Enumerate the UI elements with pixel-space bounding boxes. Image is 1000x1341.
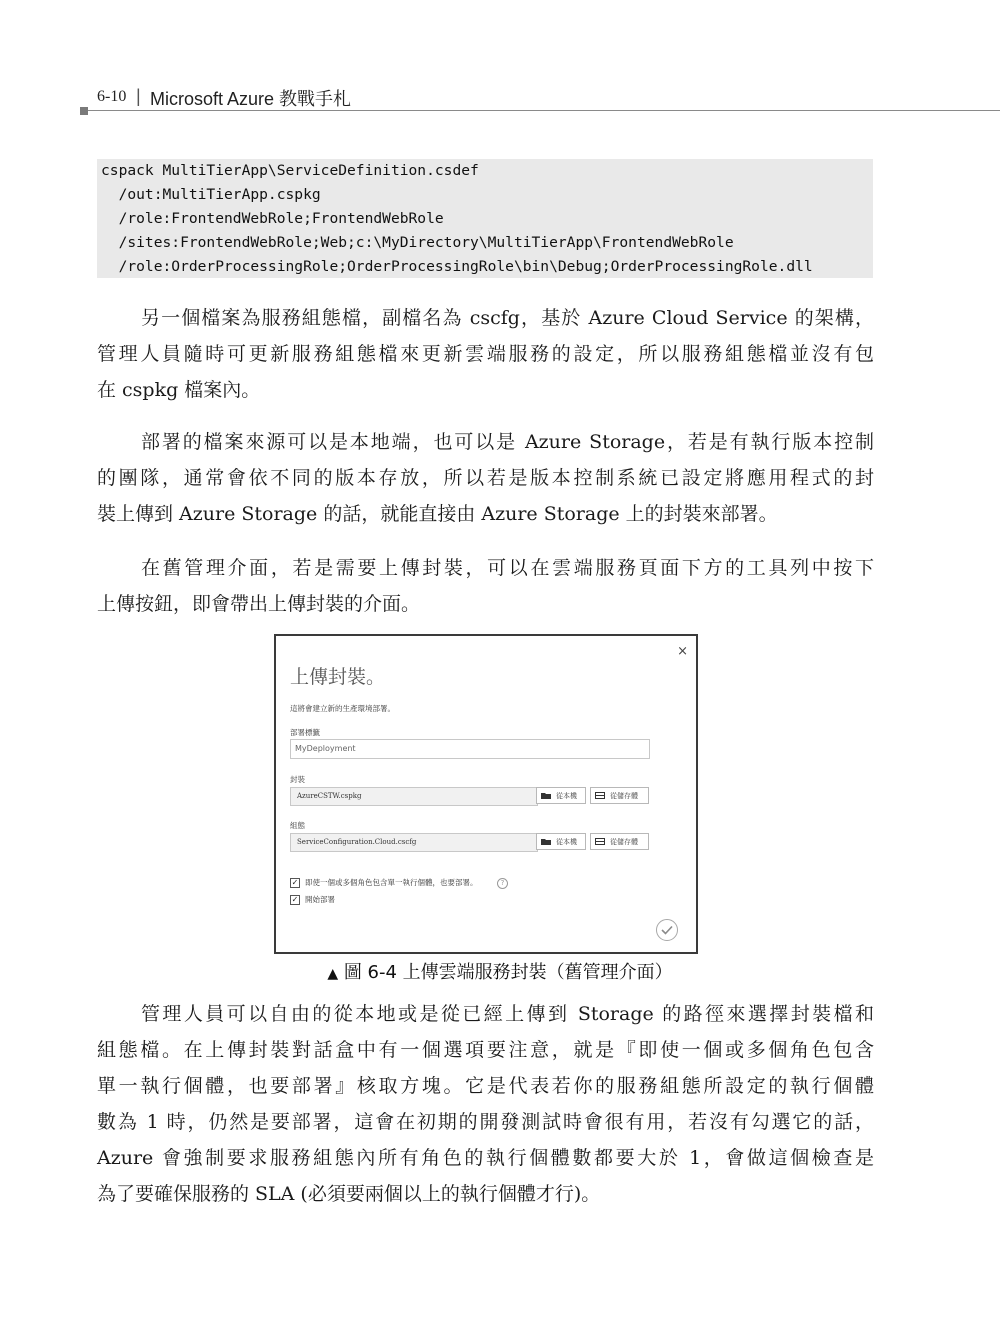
- package-from-storage-button[interactable]: [590, 787, 649, 804]
- book-title: Microsoft Azure 教戰手札: [150, 89, 352, 109]
- paragraph-line: 組態檔。在上傳封裝對話盒中有一個選項要注意，就是『即使一個或多個角色包含: [97, 1039, 874, 1061]
- page-number: 6-10: [97, 88, 127, 105]
- paragraph-line: 管理人員可以自由的從本地或是從已經上傳到 Storage 的路徑來選擇封裝檔和: [141, 1003, 874, 1025]
- code-line: /out:MultiTierApp.cspkg: [101, 186, 321, 203]
- code-block: [97, 159, 873, 278]
- paragraph-line: 在 cspkg 檔案內。: [97, 379, 261, 401]
- paragraph-line: Azure 會強制要求服務組態內所有角色的執行個體數都要大於 1，會做這個檢查是: [97, 1147, 874, 1169]
- code-line: /role:OrderProcessingRole;OrderProcessingRole\bin\Debug;OrderProcessingRole.dll: [101, 258, 813, 275]
- deploy-single-instance-checkbox[interactable]: ✓: [291, 878, 299, 887]
- caption-text: 圖 6-4 上傳雲端服務封裝（舊管理介面）: [343, 962, 673, 983]
- storage-icon: [595, 792, 605, 799]
- deploy-single-instance-label: 即使一個或多個角色包含單一執行個體，也要部署。: [305, 878, 478, 887]
- button-label: 從儲存體: [610, 792, 638, 800]
- start-deployment-checkbox[interactable]: ✓: [291, 895, 299, 904]
- paragraph-line: 為了要確保服務的 SLA (必須要兩個以上的執行個體才行)。: [97, 1183, 601, 1205]
- confirm-button[interactable]: [656, 919, 678, 941]
- folder-icon: [541, 792, 551, 799]
- close-icon[interactable]: ×: [677, 644, 688, 659]
- deployment-label: 部署標籤: [290, 728, 320, 737]
- paragraph-line: 單一執行個體，也要部署』核取方塊。它是代表若你的服務組態所設定的執行個體: [97, 1075, 874, 1097]
- dialog-title: 上傳封裝。: [290, 666, 386, 688]
- paragraph-line: 數為 1 時，仍然是要部署，這會在初期的開發測試時會很有用，若沒有勾選它的話，: [97, 1111, 874, 1133]
- package-file-field[interactable]: AzureCSTW.cspkg: [290, 787, 538, 806]
- running-header: [0, 0, 1000, 120]
- package-from-local-button[interactable]: [536, 787, 586, 804]
- paragraph-line: 在舊管理介面，若是需要上傳封裝，可以在雲端服務頁面下方的工具列中按下: [141, 557, 874, 579]
- package-label: 封裝: [290, 775, 305, 784]
- paragraph-4: [97, 996, 874, 1212]
- folder-icon: [541, 838, 551, 845]
- help-icon[interactable]: ?: [497, 878, 508, 889]
- button-label: 從儲存體: [610, 838, 638, 846]
- code-line: /role:FrontendWebRole;FrontendWebRole: [101, 210, 444, 227]
- paragraph-1: [97, 300, 874, 408]
- paragraph-line: 部署的檔案來源可以是本地端，也可以是 Azure Storage，若是有執行版本控制: [141, 431, 874, 453]
- paragraph-line: 裝上傳到 Azure Storage 的話，就能直接由 Azure Storage 上的封裝來部署。: [97, 503, 778, 525]
- config-from-storage-button[interactable]: [590, 833, 649, 850]
- upload-package-dialog-figure: [274, 634, 698, 954]
- config-label: 組態: [290, 821, 305, 830]
- config-file-field[interactable]: ServiceConfiguration.Cloud.cscfg: [290, 833, 538, 852]
- caption-marker: ▲: [327, 966, 339, 982]
- start-deployment-label: 開始部署: [305, 895, 335, 904]
- config-from-local-button[interactable]: [536, 833, 586, 850]
- paragraph-3: [97, 550, 874, 622]
- paragraph-line: 上傳按鈕，即會帶出上傳封裝的介面。: [97, 593, 421, 615]
- paragraph-line: 管理人員隨時可更新服務組態檔來更新雲端服務的設定，所以服務組態檔並沒有包: [97, 343, 874, 365]
- storage-icon: [595, 838, 605, 845]
- paragraph-line: 另一個檔案為服務組態檔，副檔名為 cscfg，基於 Azure Cloud Service 的架構，: [141, 307, 874, 329]
- checkmark-icon: [657, 920, 677, 940]
- code-line: /sites:FrontendWebRole;Web;c:\MyDirectory\MultiTierApp\FrontendWebRole: [101, 234, 734, 251]
- header-separator: |: [136, 86, 141, 106]
- button-label: 從本機: [556, 792, 577, 800]
- code-line: cspack MultiTierApp\ServiceDefinition.csdef: [101, 162, 479, 179]
- figure-caption: [0, 958, 1000, 984]
- paragraph-2: [97, 424, 874, 532]
- header-rule: [86, 110, 1000, 111]
- paragraph-line: 的團隊，通常會依不同的版本存放，所以若是版本控制系統已設定將應用程式的封: [97, 467, 874, 489]
- dialog-description: 這將會建立新的生產環境部署。: [290, 704, 395, 713]
- button-label: 從本機: [556, 838, 577, 846]
- header-marker: [80, 107, 88, 115]
- deployment-label-input[interactable]: MyDeployment: [290, 739, 650, 759]
